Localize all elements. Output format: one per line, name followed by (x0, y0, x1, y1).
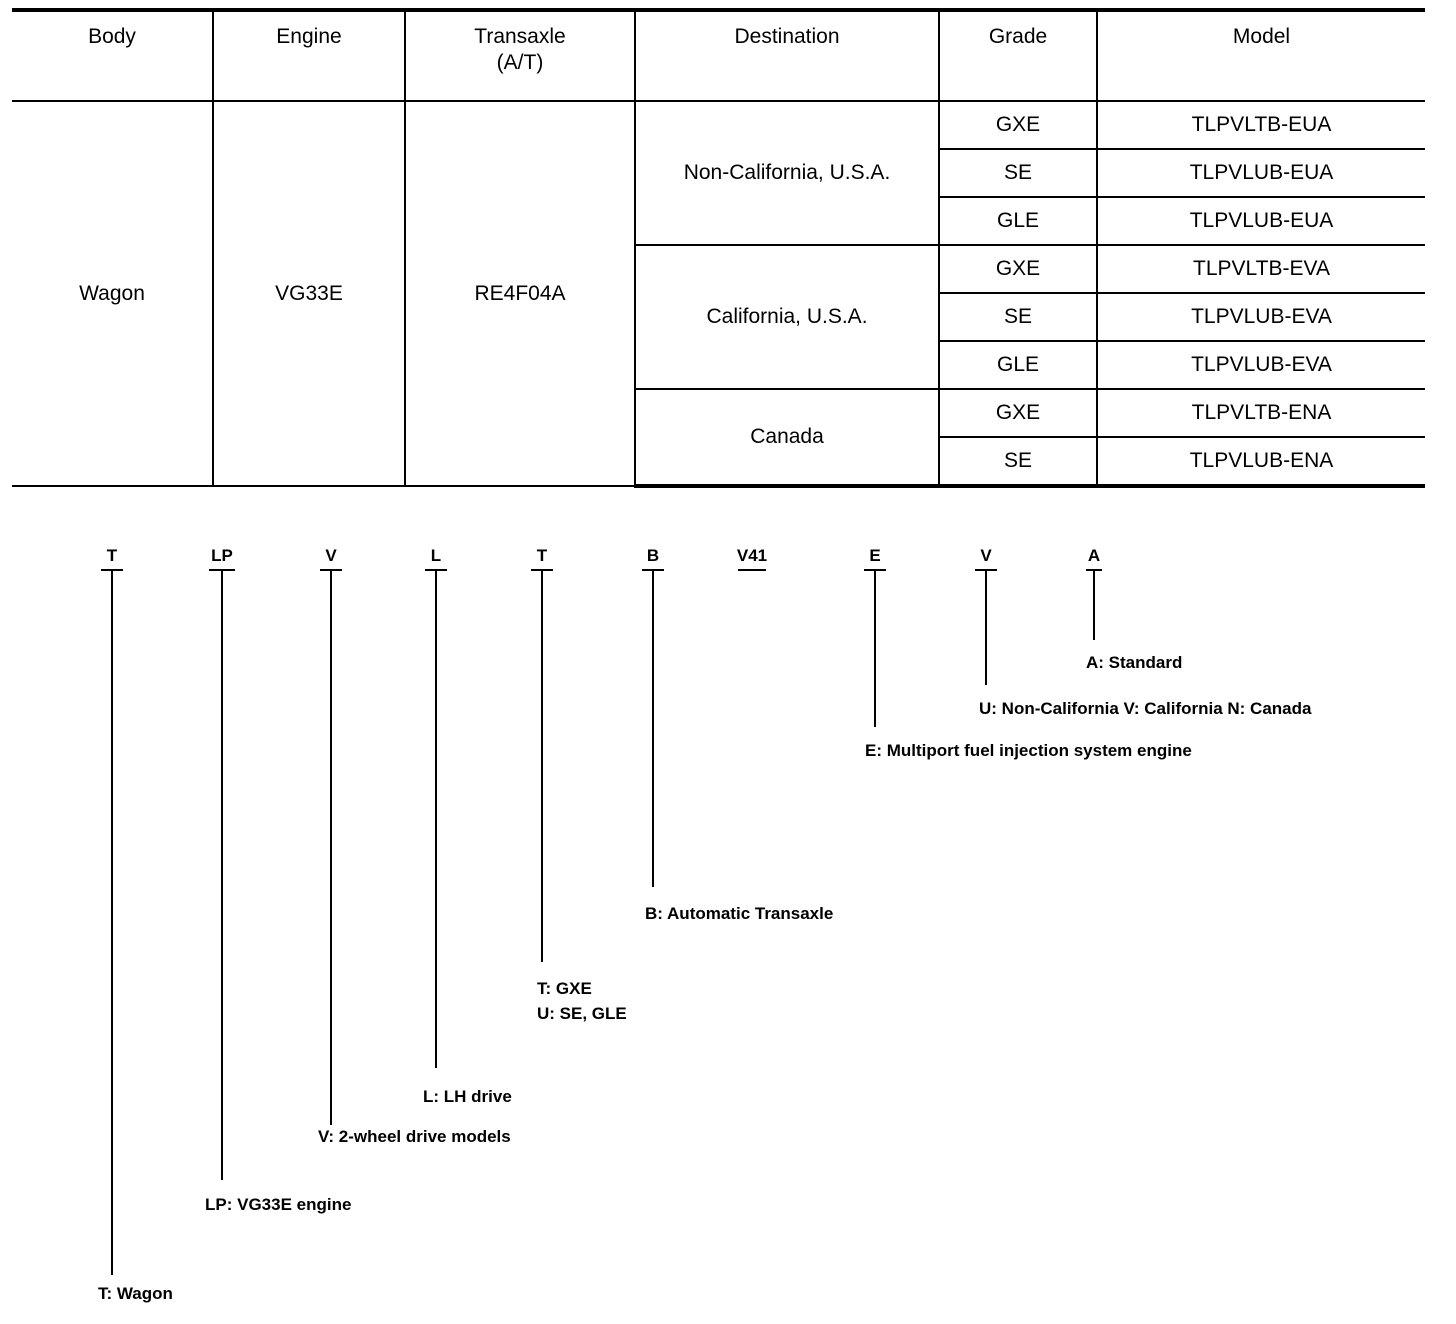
cell-destination: Non-California, U.S.A. (635, 101, 939, 245)
header-model: Model (1097, 10, 1425, 101)
cell-engine: VG33E (213, 101, 405, 486)
cell-model: TLPVLUB-EUA (1097, 149, 1425, 197)
leader-line (435, 570, 437, 1068)
cell-grade: GXE (939, 389, 1097, 437)
cell-model: TLPVLUB-EUA (1097, 197, 1425, 245)
code-steering: L (430, 546, 442, 565)
cell-destination: Canada (635, 389, 939, 486)
code-grade: T (536, 546, 548, 565)
code-drive: V (325, 546, 337, 565)
cell-model: TLPVLTB-EVA (1097, 245, 1425, 293)
leader-line (330, 570, 332, 1125)
cell-model: TLPVLTB-ENA (1097, 389, 1425, 437)
code-series: V41 (736, 546, 768, 565)
cell-model: TLPVLUB-EVA (1097, 341, 1425, 389)
cell-grade: GXE (939, 101, 1097, 149)
label-engine-type: E: Multiport fuel injection system engine (865, 741, 1192, 760)
cell-model: TLPVLUB-ENA (1097, 437, 1425, 486)
header-transaxle (405, 10, 635, 101)
label-drive: V: 2-wheel drive models (318, 1127, 511, 1146)
code-destination: V (980, 546, 992, 565)
cell-grade: SE (939, 149, 1097, 197)
label-destination: U: Non-California V: California N: Canada (979, 699, 1312, 718)
label-engine: LP: VG33E engine (205, 1195, 352, 1214)
cell-grade: GLE (939, 197, 1097, 245)
label-transaxle: B: Automatic Transaxle (645, 904, 834, 923)
leader-line (874, 570, 876, 727)
cell-model: TLPVLUB-EVA (1097, 293, 1425, 341)
cell-model: TLPVLTB-EUA (1097, 101, 1425, 149)
cell-grade: GLE (939, 341, 1097, 389)
code-engine: LP (211, 546, 233, 565)
cell-grade: SE (939, 293, 1097, 341)
header-transaxle-line1: Transaxle (474, 25, 566, 48)
cell-grade: GXE (939, 245, 1097, 293)
code-engine-type: E (869, 546, 881, 565)
header-transaxle-line2: (A/T) (496, 51, 544, 74)
leader-line (1093, 570, 1095, 640)
code-bar (738, 569, 766, 571)
label-spec: A: Standard (1086, 653, 1183, 672)
cell-destination: California, U.S.A. (635, 245, 939, 389)
leader-line (221, 570, 223, 1180)
label-steering: L: LH drive (423, 1087, 512, 1106)
cell-grade: SE (939, 437, 1097, 486)
cell-body: Wagon (12, 101, 213, 486)
leader-line (111, 570, 113, 1275)
label-grade-1: T: GXE (537, 979, 592, 998)
code-body: T (106, 546, 118, 565)
code-spec: A (1087, 546, 1101, 565)
label-grade-2: U: SE, GLE (537, 1004, 627, 1023)
header-body: Body (12, 10, 213, 101)
label-body: T: Wagon (98, 1284, 173, 1303)
header-engine: Engine (213, 10, 405, 101)
code-transaxle: B (646, 546, 660, 565)
header-destination: Destination (635, 10, 939, 101)
header-grade: Grade (939, 10, 1097, 101)
leader-line (652, 570, 654, 887)
cell-transaxle: RE4F04A (405, 101, 635, 486)
leader-line (541, 570, 543, 962)
leader-line (985, 570, 987, 685)
model-variation-table (12, 8, 1425, 488)
